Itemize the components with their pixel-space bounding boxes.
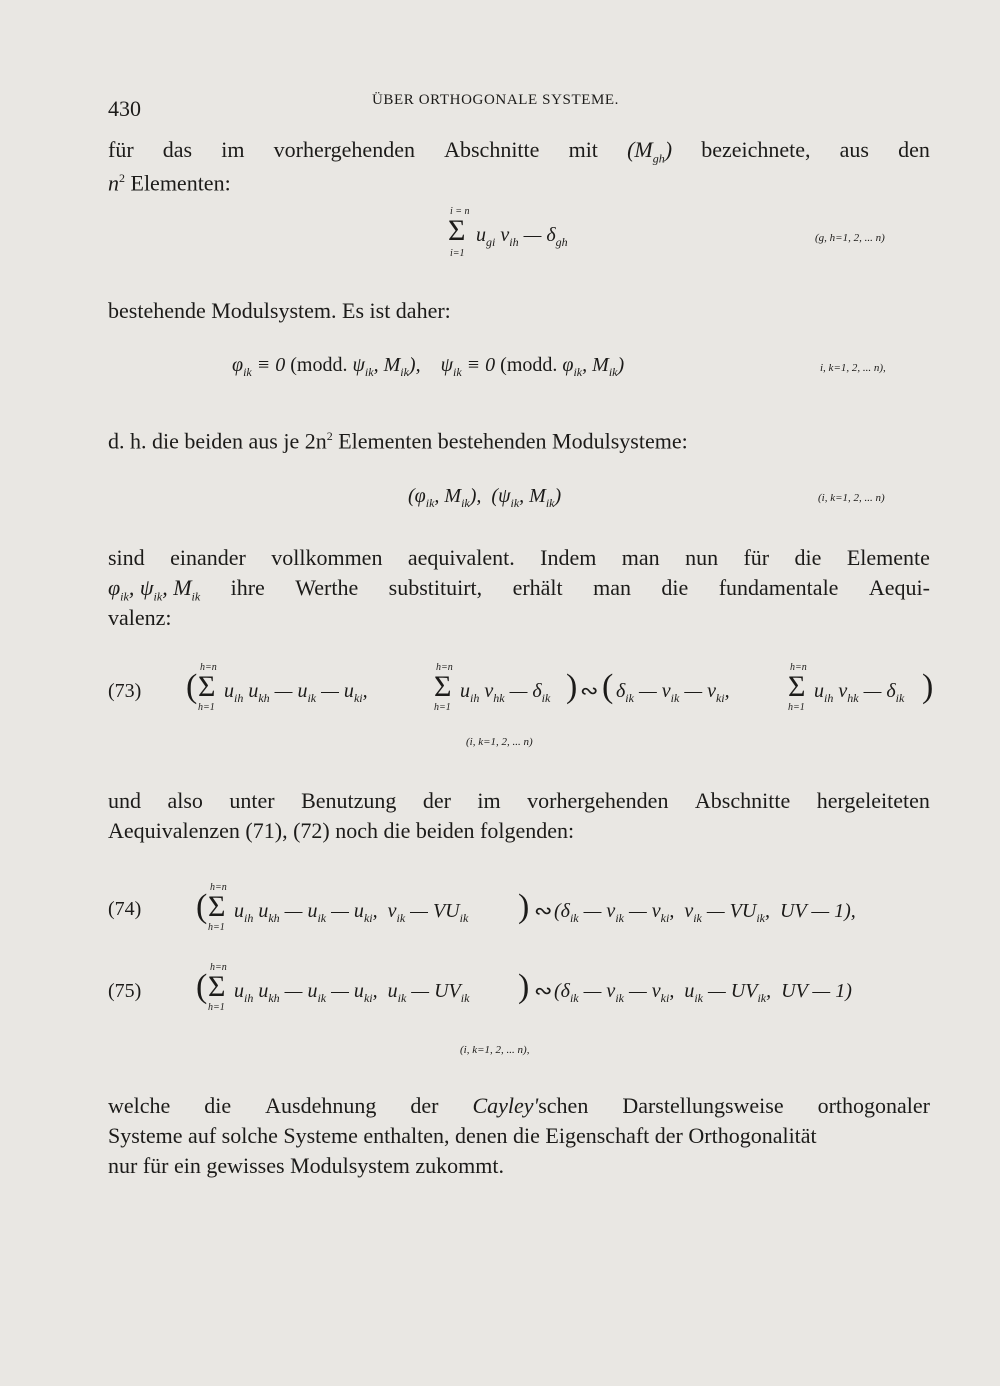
sigma-symbol: Σ [208, 970, 226, 1003]
paragraph-line [108, 543, 930, 573]
word: die [661, 575, 689, 600]
equivalence-symbol: ∾ [534, 898, 553, 923]
equation-73 [186, 662, 946, 722]
sigma-symbol: Σ [208, 890, 226, 923]
word: Abschnitte [694, 788, 791, 813]
word: Cayley'schen [472, 1093, 589, 1118]
close-paren: ) [518, 888, 530, 925]
word: substituirt, [388, 575, 483, 600]
sum-lower-limit: h=1 [434, 702, 451, 713]
open-paren: ( [196, 968, 208, 1005]
sigma-symbol: Σ [434, 670, 452, 703]
formula-part: $u_{ih}$ $u_{kh}$ — $u_{ik}$ — $u_{ki}$, $v_{ik}$ — $VU_{ik}$ [234, 900, 469, 925]
word: der [410, 1093, 439, 1118]
word: $\varphi_{ik}$, $\psi_{ik}$, $M_{ik}$ [108, 575, 201, 604]
running-title: ÜBER ORTHOGONALE SYSTEME. [372, 92, 620, 108]
close-paren: ) [922, 668, 934, 705]
word: Aequi- [868, 575, 930, 600]
sum-lower-limit: h=1 [788, 702, 805, 713]
equation-74 [196, 882, 936, 942]
sigma-symbol: Σ [448, 214, 466, 247]
sigma-symbol: Σ [198, 670, 216, 703]
sum-upper-limit: h=n [790, 662, 807, 673]
congruence-formula: $\varphi_{ik} \equiv 0$ (modd. $\psi_{ik}$, $M_{ik}$), $\psi_{ik} \equiv 0$ (modd. $\varphi_{ik}$, $M_{ik}$) [232, 354, 625, 379]
equation-number: (74) [108, 898, 142, 920]
paragraph-line [108, 786, 930, 816]
word: Darstellungsweise [622, 1093, 784, 1118]
word: im [221, 137, 245, 162]
formula-part: $u_{ih}$ $v_{hk}$ — $\delta_{ik}$ [814, 680, 905, 705]
word: Werthe [295, 575, 359, 600]
word: Abschnitte [444, 137, 540, 162]
word: die [794, 545, 822, 570]
word: nun [685, 545, 719, 570]
formula-body: $u_{gi}$ $v_{ih}$ — $\delta_{gh}$ [476, 224, 568, 249]
sum-upper-limit: h=n [210, 882, 227, 893]
open-paren: ( [186, 668, 198, 705]
word: für [743, 545, 770, 570]
paragraph-line [108, 135, 930, 173]
word: Elemente [846, 545, 930, 570]
formula-part: ($\delta_{ik}$ — $v_{ik}$ — $v_{ki}$, $v_{ik}$ — $VU_{ik}$, UV — 1), [554, 900, 856, 925]
sigma-symbol: Σ [788, 670, 806, 703]
word: also [167, 788, 203, 813]
equation-number: (73) [108, 680, 142, 702]
index-range: (i, k=1, 2, ... n) [818, 492, 885, 504]
word: für [108, 137, 134, 162]
paragraph-line: bestehende Modulsystem. Es ist daher: [108, 298, 451, 323]
modulsystem-formula: ($\varphi_{ik}$, $M_{ik}$), ($\psi_{ik}$, $M_{ik}$) [408, 485, 562, 510]
word: Ausdehnung [265, 1093, 377, 1118]
word: vorhergehenden [527, 788, 669, 813]
word: Indem [540, 545, 597, 570]
word: die [204, 1093, 232, 1118]
sum-upper-limit: h=n [436, 662, 453, 673]
index-range: (g, h=1, 2, ... n) [815, 232, 885, 244]
word: sind [108, 545, 145, 570]
word: $(M_{gh})$ [627, 137, 673, 166]
open-paren: ( [602, 668, 614, 705]
open-paren: ( [196, 888, 208, 925]
index-range: (i, k=1, 2, ... n), [460, 1044, 530, 1056]
word: erhält [512, 575, 563, 600]
equivalence-symbol: ∾ [580, 678, 599, 703]
close-paren: ) [566, 668, 578, 705]
paragraph-line [108, 573, 930, 611]
index-range: i, k=1, 2, ... n), [820, 362, 886, 374]
word: aequivalent. [407, 545, 515, 570]
word: im [477, 788, 501, 813]
paragraph-line: Systeme auf solche Systeme enthalten, denen die Eigenschaft der Orthogonalität [108, 1123, 817, 1148]
formula-part: $\delta_{ik}$ — $v_{ik}$ — $v_{ki}$, [616, 680, 730, 705]
sum-upper-limit: h=n [200, 662, 217, 673]
sum-upper-limit: h=n [210, 962, 227, 973]
word: das [162, 137, 193, 162]
word: Benutzung [301, 788, 397, 813]
word: bezeichnete, [701, 137, 811, 162]
paragraph-line: $n^2$ Elementen: [108, 170, 231, 196]
word: man [621, 545, 660, 570]
paragraph-line: nur für ein gewisses Modulsystem zukommt. [108, 1153, 504, 1178]
sum-lower-limit: h=1 [208, 922, 225, 933]
formula-part: $u_{ih}$ $u_{kh}$ — $u_{ik}$ — $u_{ki}$, [224, 680, 368, 705]
sum-lower-limit: h=1 [208, 1002, 225, 1013]
word: hergeleiteten [816, 788, 930, 813]
word: mit [568, 137, 598, 162]
word: aus [839, 137, 869, 162]
formula-part: $u_{ih}$ $u_{kh}$ — $u_{ik}$ — $u_{ki}$, $u_{ik}$ — $UV_{ik}$ [234, 980, 470, 1005]
paragraph-line: d. h. die beiden aus je $2n^2$ Elementen bestehenden Modulsysteme: [108, 428, 688, 454]
sum-upper-limit: i = n [450, 206, 470, 217]
index-range: (i, k=1, 2, ... n) [466, 736, 533, 748]
paragraph-line: Aequivalenzen (71), (72) noch die beiden folgenden: [108, 818, 575, 843]
word: unter [229, 788, 275, 813]
equivalence-symbol: ∾ [534, 978, 553, 1003]
formula-part: $u_{ih}$ $v_{hk}$ — $\delta_{ik}$ [460, 680, 551, 705]
formula-part: ($\delta_{ik}$ — $v_{ik}$ — $v_{ki}$, $u_{ik}$ — $UV_{ik}$, UV — 1) [554, 980, 852, 1005]
word: man [593, 575, 631, 600]
word: und [108, 788, 141, 813]
paragraph-line [108, 1091, 930, 1121]
word: ihre [230, 575, 265, 600]
page-number: 430 [108, 96, 141, 121]
word: welche [108, 1093, 171, 1118]
sum-lower-limit: h=1 [198, 702, 215, 713]
close-paren: ) [518, 968, 530, 1005]
sum-lower-limit: i=1 [450, 248, 465, 259]
equation-number: (75) [108, 980, 142, 1002]
word: vollkommen [271, 545, 383, 570]
word: den [898, 137, 930, 162]
word: einander [170, 545, 246, 570]
word: vorhergehenden [273, 137, 415, 162]
word: orthogonaler [817, 1093, 930, 1118]
word: fundamentale [718, 575, 839, 600]
equation-75 [196, 962, 936, 1022]
word: der [422, 788, 451, 813]
paragraph-line: valenz: [108, 605, 172, 630]
